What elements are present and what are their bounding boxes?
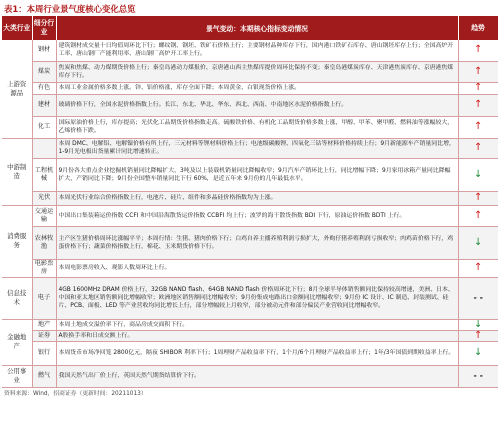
trend-up-icon: ↑	[474, 262, 483, 273]
description-cell: 中国出口集装箱运价指数 CCFI 和中国沿海散货运价指数 CCBFI 均上行；波罗的海干散货指数 BDI 下行，原油运价指数 BDTI 上行。	[56, 205, 458, 226]
table-row	[2, 191, 498, 205]
industry-cell: 交通运输	[32, 205, 56, 226]
table-row	[2, 116, 498, 138]
trend-down-icon: ↓	[474, 319, 483, 330]
table-row	[2, 82, 498, 94]
industry-cell: 有色	[32, 82, 56, 94]
trend-cell	[458, 226, 498, 259]
description-cell: 9月份各大重点企业挖掘机销量同比降幅扩大，3吨及以上装载机销量同比降幅收窄；9月汽车产销环比上行，同比增幅下降；9月家用冰箱产量同比降幅扩大，产销同比下降；9月份全国整车销量同比下行 60%，是近五年来 9月份的几年最低水平。	[56, 158, 458, 191]
section-upstream: 上游资源品	[2, 40, 32, 138]
description-cell: 国际原油价格上行，库存提高；光伏化工品期货价格指数走高。硫酸铁价格、有机化工品期货价格多数上涨，甲醇、甲苯、聚甲醛、燃料油等涨幅较大，乙烯价格下跌。	[56, 116, 458, 138]
description-cell: 本周货币市场净回笼 2800亿元，隔夜 SHIBOR 利率下行；1周理财产品收益率下行，1个月/6个月理财产品收益率上行；1年/3年国债到期收益率上行。	[56, 341, 458, 365]
trend-flat-icon: - -	[473, 293, 483, 302]
industry-cell: 电影票房	[32, 259, 56, 277]
description-cell: 本周电影票房收入、观影人数周环比上行。	[56, 259, 458, 277]
table-row	[2, 365, 498, 387]
table-row	[2, 205, 498, 226]
industry-cell: 农林牧渔	[32, 226, 56, 259]
industry-cell	[32, 138, 56, 158]
table-row	[2, 341, 498, 365]
table-row	[2, 158, 498, 191]
industry-cell: 钢材	[32, 40, 56, 61]
description-cell: 玻璃价格下行，全国水泥价格指数上行。长江、东北、华北、华东、西北、西南、中南地区水泥价格指数上行。	[56, 94, 458, 116]
trend-cell	[458, 116, 498, 138]
table-row	[2, 226, 498, 259]
table-row	[2, 277, 498, 319]
table-row	[2, 138, 498, 158]
description-cell: 本周工业金属价格多数上涨。锌、铝价格涨，库存全面下降；本周黄金、白银现货价格上涨。	[56, 82, 458, 94]
trend-up-icon: ↑	[474, 65, 483, 77]
trend-cell	[458, 61, 498, 82]
trend-cell	[458, 94, 498, 116]
industry-cell: 燃气	[32, 365, 56, 387]
trend-down-icon: ↓	[474, 347, 483, 358]
description-cell: 焦炭和焦煤、动力煤期货价格上行；秦皇岛港动力煤报价、京唐港山西主焦煤库提价周环比保持不变；秦皇岛港煤炭库存、天津港焦炭库存、京唐港焦煤库存下行。	[56, 61, 458, 82]
trend-up-icon: ↑	[474, 82, 483, 93]
industry-cell: 证券	[32, 330, 56, 341]
table-row	[2, 330, 498, 341]
description-cell: A股换手率和日成交额上行。	[56, 330, 458, 341]
trend-down-icon: ↓	[474, 236, 483, 248]
trend-cell	[458, 277, 498, 319]
industry-cell: 银行	[32, 341, 56, 365]
trend-cell	[458, 82, 498, 94]
table-title: 表1：本周行业景气度核心变化总览	[4, 4, 136, 14]
table-row	[2, 319, 498, 330]
trend-up-icon: ↑	[474, 192, 483, 203]
industry-cell: 煤炭	[32, 61, 56, 82]
trend-cell	[458, 138, 498, 158]
industry-cell: 地产	[32, 319, 56, 330]
industry-overview-table	[2, 16, 499, 388]
trend-cell	[458, 158, 498, 191]
description-cell: 本周土地成交溢价率下行，商品房成交面积下行。	[56, 319, 458, 330]
description-cell: 主产区生猪价格周环比涨幅平平；本周行情：生猪、猪肉价格下行；白鸡自养主播养殖利润亏损扩大，外购仔猪养殖利润亏损收窄；肉鸡苗价格下行，鸡蛋价格下行；蔬菜价格指数上行，棉花、玉米期货价格下行。	[56, 226, 458, 259]
table-row	[2, 94, 498, 116]
header-industry: 细分行业	[32, 16, 56, 40]
trend-up-icon: ↑	[474, 330, 483, 341]
source-footnote: 资料来源：Wind，招商证券（更新时间：20211013）	[4, 390, 147, 397]
trend-up-icon: ↑	[474, 99, 483, 110]
trend-up-icon: ↑	[474, 121, 483, 132]
table-row	[2, 259, 498, 277]
section-finance: 金融地产	[2, 319, 32, 365]
section-consumer: 消费服务	[2, 205, 32, 277]
trend-up-icon: ↑	[474, 44, 483, 56]
industry-cell: 光伏	[32, 191, 56, 205]
trend-cell	[458, 330, 498, 341]
trend-down-icon: ↓	[474, 168, 483, 180]
industry-cell: 电子	[32, 277, 56, 319]
section-it: 信息技术	[2, 277, 32, 319]
table-header-row	[2, 16, 498, 40]
table-row	[2, 61, 498, 82]
trend-cell	[458, 319, 498, 330]
description-cell: 本周光伏行业综合价格指数上行，电池片、硅片、组件和多晶硅价格指数均为上涨。	[56, 191, 458, 205]
section-midstream: 中游制造	[2, 138, 32, 205]
trend-cell	[458, 259, 498, 277]
table-row	[2, 40, 498, 61]
trend-cell	[458, 365, 498, 387]
description-cell: 我国天然气出厂价上行，英国天然气期货结算价下行。	[56, 365, 458, 387]
description-cell: 建筑钢材成交量十日均值周环比下行；螺纹钢、钢坯、铁矿石价格上行；主要钢材品种库存下行，国内港口铁矿石库存、唐山钢坯库存上行；全国高炉开工率、唐山钢厂产能利用率、唐山钢厂高炉开工率上行。	[56, 40, 458, 61]
trend-up-icon: ↑	[474, 142, 483, 153]
trend-cell	[458, 205, 498, 226]
trend-cell	[458, 191, 498, 205]
trend-up-icon: ↑	[474, 209, 483, 221]
trend-cell	[458, 40, 498, 61]
section-utilities: 公用事业	[2, 365, 32, 387]
description-cell: 4GB 1600MHz DRAM 价格上行，32GB NAND flash、64GB NAND flash 价格周环比下行；8月全球半导体销售额同比保持较高增速，美洲、日本、中国和亚太地区销售额同比增幅收窄；欧洲地区销售额同比增幅收窄；9月份集成电路出口金额同比增幅收窄；9月份 IC 设计、IC 制造、封装测试、硅片、PCB、面板、LED 等产业营收均同比增长上行，部分增幅较上月收窄，部分被动元件和部分偏民产业营收同比增幅收窄。	[56, 277, 458, 319]
trend-flat-icon: - -	[473, 371, 483, 380]
industry-cell: 化工	[32, 116, 56, 138]
header-sector: 大类行业	[2, 16, 32, 40]
trend-cell	[458, 341, 498, 365]
industry-cell: 工程机械	[32, 158, 56, 191]
description-cell: 本周 DMC、电解铝、电解镍价格有所上行，三元材料等锂材料价格上行；电池级碳酸锂、四氧化三钴等材料价格持续上行；9月新能源车产销量同比增，1-9月光电板出货量累计同比增速转正。	[56, 138, 458, 158]
header-trend: 趋势	[458, 16, 498, 40]
header-description: 景气变动：本期核心指标变动情况	[56, 16, 458, 40]
industry-cell: 建材	[32, 94, 56, 116]
